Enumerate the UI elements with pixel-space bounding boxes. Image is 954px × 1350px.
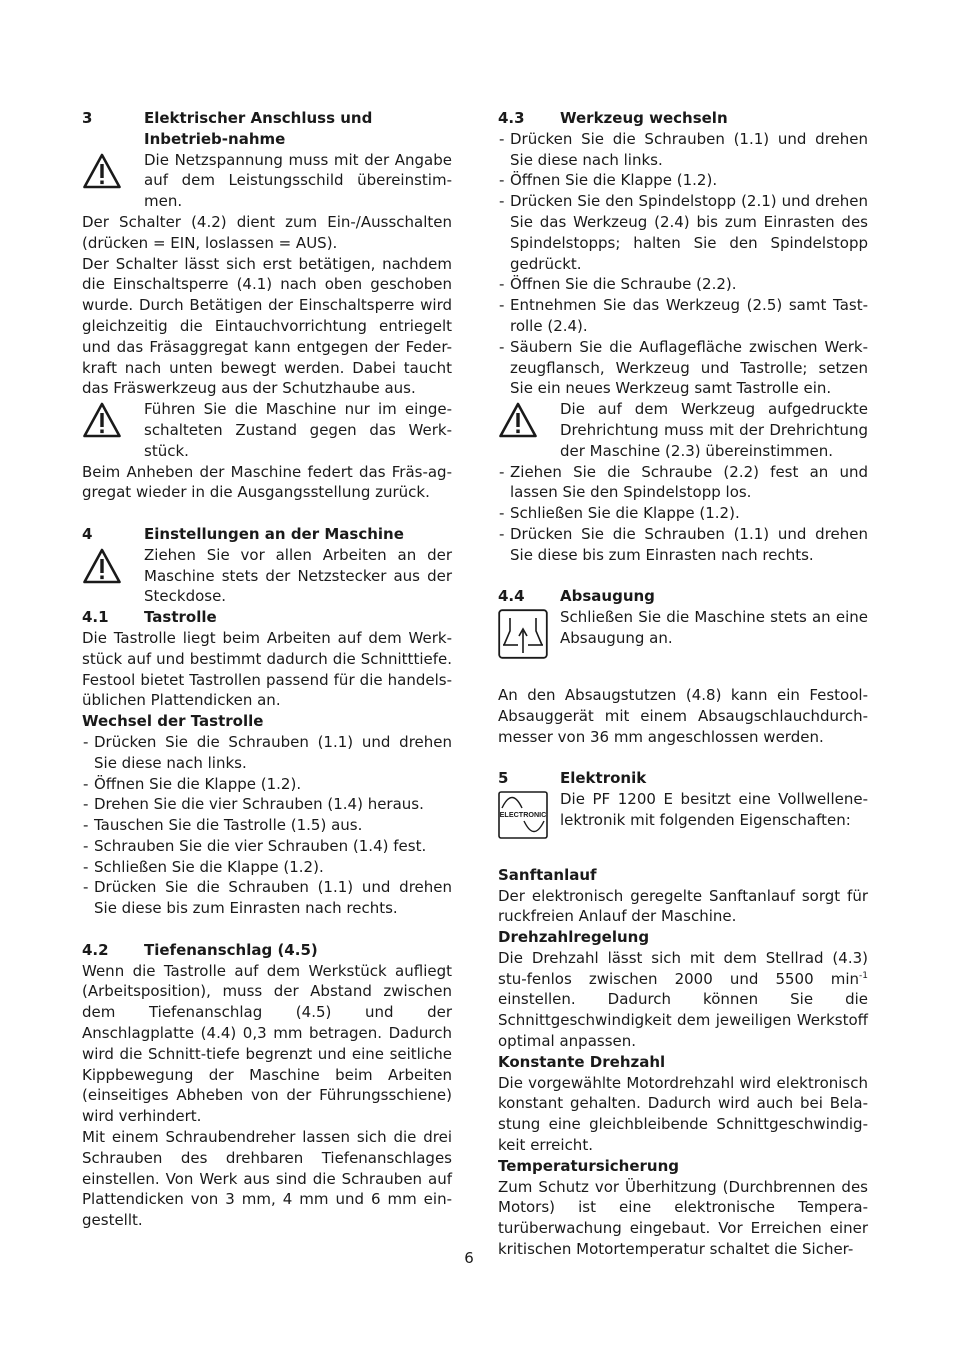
warning-text: Die Netzspannung muss mit der Angabe auf dem Leistungsschild übereinstim-men. (144, 150, 452, 211)
section-number: 4 (82, 524, 93, 543)
step-list (82, 732, 452, 919)
list-item: - Ziehen Sie die Schraube (2.2) fest an und lassen Sie den Spindelstopp los. (498, 462, 868, 504)
right-column (498, 108, 868, 1260)
paragraph: Zum Schutz vor Überhitzung (Durchbrennen des Motors) ist eine elektronische Tempera-turüberwachung eingebaut. Vor Erreichen einer kritischen Motortemperatur schaltet die Sicher- (498, 1177, 868, 1259)
section-5-heading (498, 768, 868, 789)
electronic-icon-label: ELECTRONIC (499, 809, 547, 819)
section-number: 3 (82, 109, 93, 127)
list-item: - Drücken Sie die Schrauben (1.1) und drehen Sie diese bis zum Einrasten nach rechts. (498, 524, 868, 566)
superscript: -1 (859, 970, 868, 981)
list-item: - Säubern Sie die Auflagefläche zwischen Werk-zeugflansch, Werkzeug und Tastrolle; setzen Sie ein neues Werkzeug samt Tastrolle ein. (498, 337, 868, 399)
section-4-heading (82, 524, 452, 545)
list-item: - Drücken Sie die Schrauben (1.1) und drehen Sie diese bis zum Einrasten nach rechts. (82, 877, 452, 919)
paragraph: Der elektronisch geregelte Sanftanlauf sorgt für ruckfreien Anlauf der Maschine. (498, 886, 868, 926)
section-title: Einstellungen an der Maschine (144, 524, 404, 543)
paragraph: Die PF 1200 E besitzt eine Vollwellene-lektronik mit folgenden Eigenschaften: (560, 789, 868, 829)
section-number: 5 (498, 769, 509, 788)
warning-icon (498, 399, 560, 445)
section-title: Tastrolle (144, 608, 217, 627)
subheading: Konstante Drehzahl (498, 1052, 666, 1071)
section-title: Elektrischer Anschluss und Inbetrieb-nahme (144, 109, 373, 148)
warning-icon (82, 399, 144, 445)
paragraph: Mit einem Schraubendreher lassen sich die drei Schrauben des drehbaren Tiefenanschlages einstellen. Von Werk aus sind die Schrauben auf Plattendicken von 3 mm, 4 mm und 6 mm ein-gestellt. (82, 1128, 452, 1230)
list-item: - Öffnen Sie die Schraube (2.2). (498, 274, 868, 295)
section-4-2-heading (82, 940, 452, 961)
section-number: 4.4 (498, 587, 525, 606)
paragraph: An den Absaugstutzen (4.8) kann ein Festool-Absauggerät mit einem Absaugschlauchdurch-messer von 36 mm angeschlossen werden. (498, 685, 868, 746)
list-item: - Schrauben Sie die vier Schrauben (1.4) fest. (82, 836, 452, 857)
section-3-heading (82, 108, 452, 150)
left-column (82, 108, 452, 1231)
extraction-block (498, 607, 868, 665)
warning-text: Die auf dem Werkzeug aufgedruckte Drehrichtung muss mit der Drehrichtung der Maschine (2.3) übereinstimmen. (560, 400, 868, 460)
warning-block (82, 399, 452, 461)
subheading: Wechsel der Tastrolle (82, 712, 264, 731)
warning-block (82, 150, 452, 212)
list-item: - Drehen Sie die vier Schrauben (1.4) heraus. (82, 794, 452, 815)
dust-extraction-icon (498, 607, 560, 665)
step-list (498, 129, 868, 399)
paragraph: Der Schalter lässt sich erst betätigen, nachdem die Einschaltsperre (4.1) nach oben geschoben wurde. Durch Betätigen der Einschaltsperre wird gleichzeitig die Eintauchvorrichtung entriegelt und das Fräsaggregat kann entgegen der Feder-kraft nach unten bewegt werden. Dabei taucht das Fräswerkzeug aus der Schutzhaube aus. (82, 254, 452, 398)
subheading: Drehzahlregelung (498, 928, 650, 947)
list-item: - Öffnen Sie die Klappe (1.2). (82, 774, 452, 795)
warning-block (498, 399, 868, 461)
list-item: - Drücken Sie die Schrauben (1.1) und drehen Sie diese nach links. (82, 732, 452, 774)
paragraph: Beim Anheben der Maschine federt das Fräs-ag-gregat wieder in die Ausgangsstellung zurück. (82, 462, 452, 502)
section-title: Werkzeug wechseln (560, 109, 728, 127)
electronic-block (498, 789, 868, 845)
section-title: Absaugung (560, 587, 655, 606)
list-item: - Öffnen Sie die Klappe (1.2). (498, 170, 868, 191)
paragraph: Die Tastrolle liegt beim Arbeiten auf dem Werk-stück auf und bestimmt dadurch die Schnitttiefe. Festool bietet Tastrollen passend für die handels-üblichen Plattendicken an. (82, 628, 452, 710)
paragraph: Wenn die Tastrolle auf dem Werkstück aufliegt (Arbeitsposition), muss der Abstand zwischen dem Tiefenanschlag (4.5) und der Anschlagplatte (4.4) 0,3 mm betragen. Dadurch wird die Schnitt-tiefe begrenzt und eine seitliche Kippbewegung der Maschine beim Arbeiten (einseitiges Abheben von der Führungsschiene) wird verhindert. (82, 961, 452, 1126)
section-number: 4.1 (82, 608, 109, 627)
section-title: Tiefenanschlag (4.5) (144, 940, 318, 959)
text-run: Die Drehzahl lässt sich mit dem Stellrad (4.3) stu-fenlos zwischen 2000 und 5500 min (498, 948, 868, 988)
electronic-icon (498, 789, 560, 845)
section-number: 4.3 (498, 109, 525, 127)
step-list (498, 462, 868, 566)
list-item: - Schließen Sie die Klappe (1.2). (82, 857, 452, 878)
list-item: - Drücken Sie den Spindelstopp (2.1) und drehen Sie das Werkzeug (2.4) bis zum Einrasten des Spindelstopps; halten Sie den Spindelstopp gedrückt. (498, 191, 868, 274)
warning-icon (82, 150, 144, 196)
subheading: Sanftanlauf (498, 865, 597, 884)
paragraph: Schließen Sie die Maschine stets an eine Absaugung an. (560, 608, 868, 647)
section-4-4-heading (498, 586, 868, 607)
section-number: 4.2 (82, 940, 109, 959)
list-item: - Tauschen Sie die Tastrolle (1.5) aus. (82, 815, 452, 836)
warning-icon (82, 545, 144, 591)
subheading: Temperatursicherung (498, 1156, 680, 1175)
section-title: Elektronik (560, 769, 647, 788)
paragraph (498, 948, 868, 1052)
warning-text: Führen Sie die Maschine nur im einge-schalteten Zustand gegen das Werk-stück. (144, 400, 452, 460)
section-4-3-heading (498, 108, 868, 129)
list-item: - Drücken Sie die Schrauben (1.1) und drehen Sie diese nach links. (498, 129, 868, 171)
warning-text: Ziehen Sie vor allen Arbeiten an der Maschine stets der Netzstecker aus der Steckdose. (144, 545, 452, 606)
paragraph: Die vorgewählte Motordrehzahl wird elektronisch konstant gehalten. Dadurch wird auch bei Bela-stung eine gleichbleibende Schnittgeschwindig-keit erreicht. (498, 1073, 868, 1155)
section-4-1-heading (82, 607, 452, 628)
paragraph: Der Schalter (4.2) dient zum Ein-/Ausschalten (drücken = EIN, loslassen = AUS). (82, 212, 452, 252)
warning-block (82, 545, 452, 607)
text-run: einstellen. Dadurch können Sie die Schnittgeschwindigkeit dem jeweiligen Werkstoff optimal anpassen. (498, 990, 868, 1051)
page-number: 6 (464, 1249, 474, 1267)
list-item: - Schließen Sie die Klappe (1.2). (498, 503, 868, 524)
list-item: - Entnehmen Sie das Werkzeug (2.5) samt Tast-rolle (2.4). (498, 295, 868, 337)
